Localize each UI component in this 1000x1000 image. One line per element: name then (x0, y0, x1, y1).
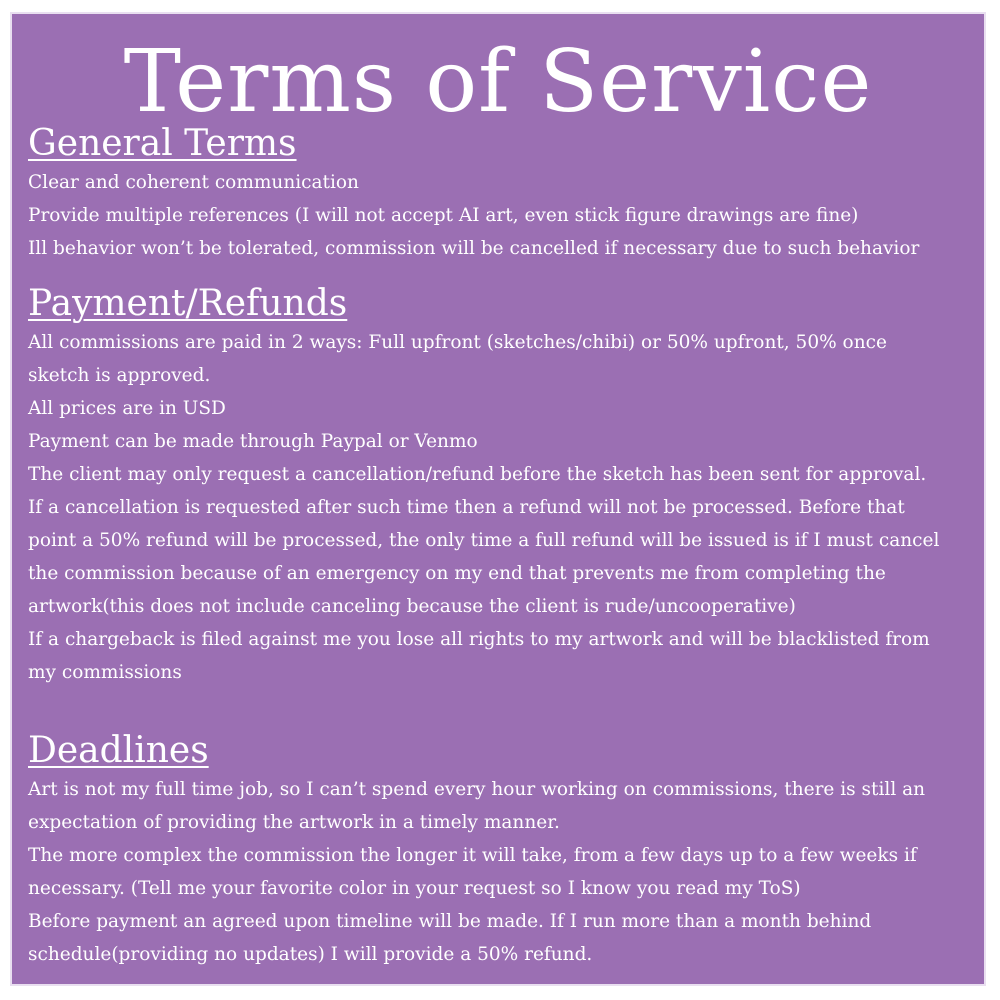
term-line: If a chargeback is filed against me you lose all rights to my artwork and will be blacklisted from (28, 629, 930, 650)
term-line: artwork(this does not include canceling because the client is rude/uncooperative) (28, 596, 796, 617)
term-line: If a cancellation is requested after such time then a refund will not be processed. Before that (28, 497, 905, 518)
term-line: Payment can be made through Paypal or Venmo (28, 431, 478, 452)
section-heading: Deadlines (28, 730, 209, 771)
term-line: my commissions (28, 662, 182, 683)
term-line: point a 50% refund will be processed, the only time a full refund will be issued is if I must cancel (28, 530, 940, 551)
term-line: expectation of providing the artwork in a timely manner. (28, 812, 560, 833)
term-line: Clear and coherent communication (28, 172, 359, 193)
term-line: schedule(providing no updates) I will provide a 50% refund. (28, 944, 593, 965)
section-heading: Payment/Refunds (28, 283, 348, 324)
term-line: sketch is approved. (28, 365, 211, 386)
section-payment-refunds (28, 282, 978, 689)
section-deadlines (28, 729, 978, 971)
term-line: Provide multiple references (I will not accept AI art, even stick figure drawings are fine) (28, 205, 859, 226)
term-line: Art is not my full time job, so I can’t spend every hour working on commissions, there is still an (28, 779, 926, 800)
section-heading: General Terms (28, 123, 297, 164)
term-line: All prices are in USD (28, 398, 226, 419)
term-line: All commissions are paid in 2 ways: Full upfront (sketches/chibi) or 50% upfront, 50% once (28, 332, 887, 353)
tos-panel (10, 12, 986, 986)
section-general-terms (28, 122, 978, 265)
page-title: Terms of Service (123, 32, 873, 132)
term-line: The more complex the commission the longer it will take, from a few days up to a few weeks if (28, 845, 917, 866)
term-line: Ill behavior won’t be tolerated, commission will be cancelled if necessary due to such behavior (28, 238, 920, 259)
term-line: the commission because of an emergency on my end that prevents me from completing the (28, 563, 886, 584)
term-line: Before payment an agreed upon timeline will be made. If I run more than a month behind (28, 911, 872, 932)
term-line: necessary. (Tell me your favorite color in your request so I know you read my ToS) (28, 878, 801, 899)
term-line: The client may only request a cancellation/refund before the sketch has been sent for approval. (28, 464, 927, 485)
